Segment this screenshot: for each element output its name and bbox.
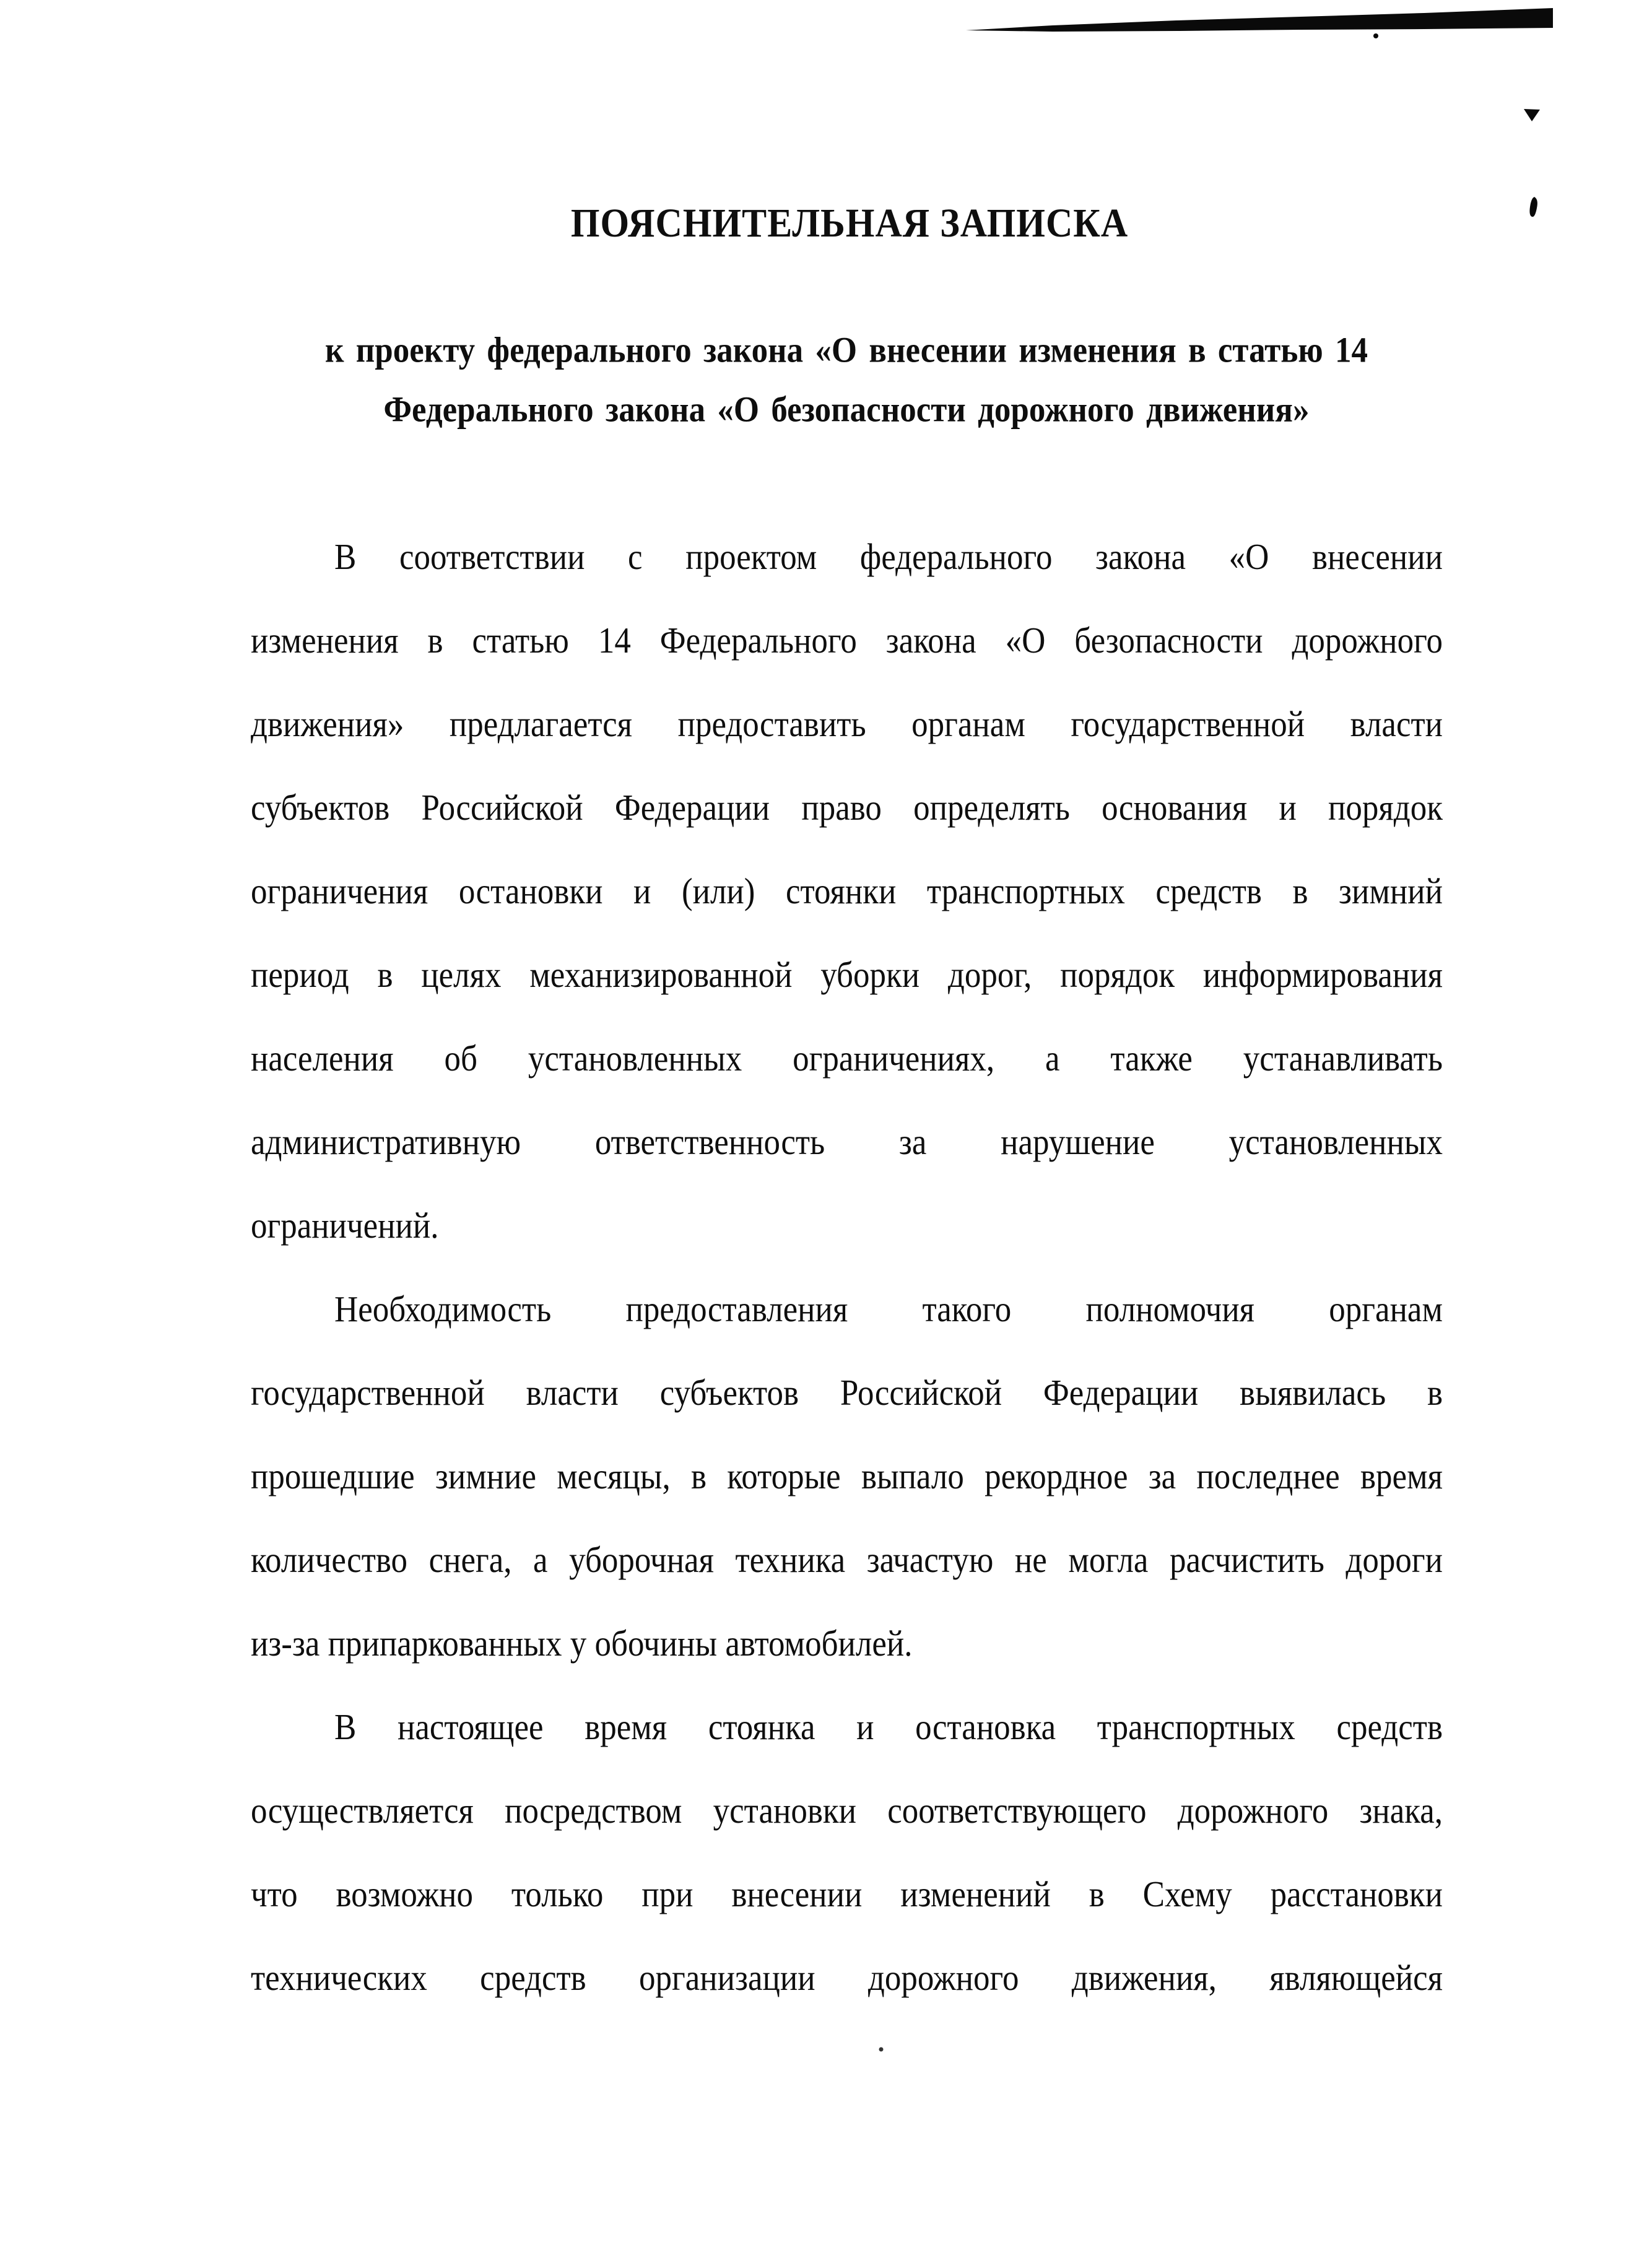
text-line: изменения в статью 14 Федерального закона «О безопасности дорожного (251, 620, 1443, 661)
text-line: населения об установленных ограничениях, а также устанавливать (251, 1038, 1443, 1079)
subtitle-line-1: к проекту федерального закона «О внесении изменения в статью 14 (324, 331, 1368, 370)
text-line: государственной власти субъектов Российской Федерации выявилась в (251, 1373, 1443, 1413)
subtitle-line-2: Федерального закона «О безопасности дорожного движения» (383, 390, 1310, 430)
bottom-speck-icon (879, 2047, 884, 2052)
text-line: технических средств организации дорожного движения, являющейся (251, 1958, 1443, 1999)
text-line: что возможно только при внесении изменений в Схему расстановки (251, 1874, 1443, 1915)
text-line: В настоящее время стоянка и остановка транспортных средств (334, 1707, 1443, 1748)
text-line: Необходимость предоставления такого полномочия органам (334, 1289, 1443, 1330)
text-line: административную ответственность за нарушение установленных (251, 1122, 1443, 1163)
text-line: период в целях механизированной уборки дорог, порядок информирования (251, 955, 1443, 996)
text-line: субъектов Российской Федерации право определять основания и порядок (251, 788, 1443, 828)
streak-dot-icon (1373, 33, 1378, 38)
text-line: из-за припаркованных у обочины автомобилей. (251, 1623, 913, 1664)
upper-speck-icon (1524, 109, 1540, 121)
text-line: В соответствии с проектом федерального закона «О внесении (334, 537, 1443, 578)
document-subtitle (20, 321, 1652, 440)
document-body (251, 516, 1443, 2020)
text-line: прошедшие зимние месяцы, в которые выпало рекордное за последнее время (251, 1456, 1443, 1497)
text-line: осуществляется посредством установки соответствующего дорожного знака, (251, 1791, 1443, 1831)
scanner-streak-icon (966, 8, 1553, 32)
text-line: ограничения остановки и (или) стоянки транспортных средств в зимний (251, 871, 1443, 912)
text-line: ограничений. (251, 1205, 439, 1246)
text-line: движения» предлагается предоставить органам государственной власти (251, 704, 1443, 745)
text-line: количество снега, а уборочная техника зачастую не могла расчистить дороги (251, 1540, 1443, 1581)
document-title: ПОЯСНИТЕЛЬНАЯ ЗАПИСКА (570, 200, 1129, 246)
